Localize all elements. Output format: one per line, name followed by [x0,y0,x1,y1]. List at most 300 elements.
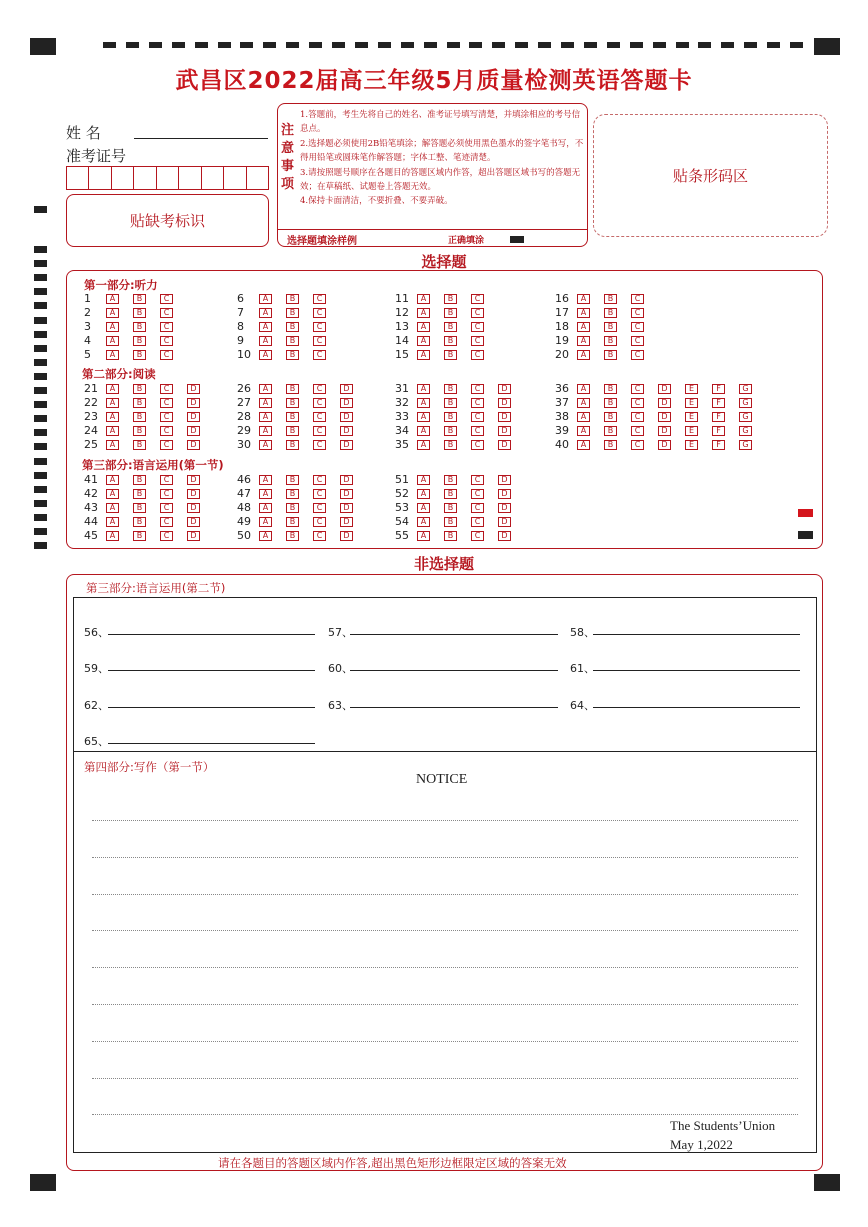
blank-line[interactable] [593,634,800,635]
question-number: 5 [84,348,91,362]
option-bubble-E[interactable]: E [685,398,698,408]
option-bubble-D[interactable]: D [187,475,200,485]
option-bubble-A[interactable]: A [577,440,590,450]
question-number: 43 [84,501,98,515]
timing-mark [103,42,116,48]
blank-line[interactable] [350,670,558,671]
option-bubble-B[interactable]: B [286,322,299,332]
option-bubble-C[interactable]: C [313,308,326,318]
correct-label: 正确填涂 [448,236,485,246]
blank-label: 64、 [570,699,595,712]
option-bubble-A[interactable]: A [417,426,430,436]
question-number: 32 [395,396,409,410]
option-bubble-C[interactable]: C [631,426,644,436]
option-bubble-C[interactable]: C [313,412,326,422]
option-bubble-B[interactable]: B [604,308,617,318]
option-bubble-E[interactable]: E [685,440,698,450]
option-bubble-B[interactable]: B [286,475,299,485]
option-bubble-C[interactable]: C [471,350,484,360]
option-bubble-C[interactable]: C [631,350,644,360]
writing-line[interactable] [92,820,798,821]
option-bubble-B[interactable]: B [444,475,457,485]
option-bubble-D[interactable]: D [187,517,200,527]
question-10 [237,349,340,361]
option-bubble-C[interactable]: C [471,489,484,499]
name-field[interactable] [134,138,268,139]
writing-line[interactable] [92,1114,798,1115]
signature: The Students’Union [670,1118,776,1133]
timing-mark [34,542,47,549]
timing-mark [744,42,757,48]
option-bubble-C[interactable]: C [471,384,484,394]
option-bubble-C[interactable]: C [160,384,173,394]
question-number: 30 [237,438,251,452]
option-bubble-C[interactable]: C [313,440,326,450]
option-bubble-A[interactable]: A [106,503,119,513]
option-bubble-B[interactable]: B [444,531,457,541]
timing-mark [607,42,620,48]
option-bubble-A[interactable]: A [106,440,119,450]
option-bubble-B[interactable]: B [133,426,146,436]
option-bubble-E[interactable]: E [685,384,698,394]
option-bubble-B[interactable]: B [604,426,617,436]
option-bubble-A[interactable]: A [106,412,119,422]
option-bubble-B[interactable]: B [133,475,146,485]
option-bubble-D[interactable]: D [658,398,671,408]
option-bubble-C[interactable]: C [471,503,484,513]
question-number: 47 [237,487,251,501]
nonchoice-section-title: 非选择题 [413,555,474,573]
option-bubble-B[interactable]: B [604,384,617,394]
option-bubble-C[interactable]: C [160,440,173,450]
option-bubble-D[interactable]: D [498,503,511,513]
part2-label: 第二部分:阅读 [82,367,156,381]
option-bubble-D[interactable]: D [498,517,511,527]
writing-title: NOTICE [416,772,468,787]
option-bubble-B[interactable]: B [286,336,299,346]
question-number: 45 [84,529,98,543]
option-bubble-B[interactable]: B [444,412,457,422]
option-bubble-A[interactable]: A [259,384,272,394]
option-bubble-B[interactable]: B [133,440,146,450]
option-bubble-C[interactable]: C [631,322,644,332]
question-9 [237,335,340,347]
option-bubble-A[interactable]: A [417,336,430,346]
option-bubble-B[interactable]: B [286,426,299,436]
option-bubble-C[interactable]: C [313,475,326,485]
question-12 [395,307,498,319]
barcode-area: 贴条形码区 [593,114,828,237]
option-bubble-D[interactable]: D [658,412,671,422]
option-bubble-B[interactable]: B [133,489,146,499]
option-bubble-C[interactable]: C [160,350,173,360]
option-bubble-D[interactable]: D [340,475,353,485]
option-bubble-A[interactable]: A [417,489,430,499]
option-bubble-C[interactable]: C [471,475,484,485]
question-number: 11 [395,292,409,305]
option-bubble-A[interactable]: A [417,350,430,360]
question-36 [555,383,766,395]
question-50 [237,530,367,542]
option-bubble-D[interactable]: D [187,412,200,422]
option-bubble-C[interactable]: C [160,489,173,499]
option-bubble-B[interactable]: B [133,336,146,346]
option-bubble-A[interactable]: A [259,398,272,408]
option-bubble-A[interactable]: A [106,336,119,346]
red-marker [798,509,813,517]
option-bubble-A[interactable]: A [577,336,590,346]
option-bubble-B[interactable]: B [133,384,146,394]
option-bubble-A[interactable]: A [106,489,119,499]
option-bubble-D[interactable]: D [498,412,511,422]
question-41 [84,474,214,486]
option-bubble-D[interactable]: D [340,384,353,394]
option-bubble-C[interactable]: C [471,412,484,422]
option-bubble-A[interactable]: A [259,503,272,513]
option-bubble-C[interactable]: C [313,322,326,332]
option-bubble-F[interactable]: F [712,384,725,394]
option-bubble-A[interactable]: A [577,398,590,408]
writing-line[interactable] [92,1004,798,1005]
option-bubble-B[interactable]: B [604,322,617,332]
option-bubble-A[interactable]: A [259,336,272,346]
question-24 [84,425,214,437]
option-bubble-C[interactable]: C [471,336,484,346]
timing-mark [34,359,47,366]
option-bubble-A[interactable]: A [577,384,590,394]
option-bubble-D[interactable]: D [498,475,511,485]
option-bubble-D[interactable]: D [498,398,511,408]
option-bubble-A[interactable]: A [259,489,272,499]
timing-mark [538,42,551,48]
corner-mark [30,1174,56,1191]
option-bubble-A[interactable]: A [106,308,119,318]
option-bubble-B[interactable]: B [604,398,617,408]
option-bubble-C[interactable]: C [471,440,484,450]
question-number: 39 [555,424,569,438]
option-bubble-B[interactable]: B [444,426,457,436]
option-bubble-C[interactable]: C [471,517,484,527]
option-bubble-D[interactable]: D [187,384,200,394]
option-bubble-C[interactable]: C [160,412,173,422]
option-bubble-A[interactable]: A [417,294,430,304]
option-bubble-C[interactable]: C [313,398,326,408]
option-bubble-A[interactable]: A [577,412,590,422]
option-bubble-B[interactable]: B [444,308,457,318]
option-bubble-B[interactable]: B [604,294,617,304]
option-bubble-A[interactable]: A [577,308,590,318]
option-bubble-C[interactable]: C [471,426,484,436]
option-bubble-B[interactable]: B [133,531,146,541]
option-bubble-A[interactable]: A [259,475,272,485]
option-bubble-A[interactable]: A [577,350,590,360]
option-bubble-A[interactable]: A [106,426,119,436]
option-bubble-A[interactable]: A [106,322,119,332]
question-number: 27 [237,396,251,410]
option-bubble-B[interactable]: B [286,440,299,450]
question-1 [84,293,187,305]
option-bubble-B[interactable]: B [133,412,146,422]
option-bubble-B[interactable]: B [604,350,617,360]
option-bubble-A[interactable]: A [259,440,272,450]
option-bubble-B[interactable]: B [133,503,146,513]
option-bubble-A[interactable]: A [106,350,119,360]
option-bubble-A[interactable]: A [259,426,272,436]
option-bubble-B[interactable]: B [604,412,617,422]
option-bubble-A[interactable]: A [577,426,590,436]
option-bubble-D[interactable]: D [498,489,511,499]
option-bubble-C[interactable]: C [631,384,644,394]
question-28 [237,411,367,423]
question-33 [395,411,525,423]
writing-line[interactable] [92,930,798,931]
option-bubble-A[interactable]: A [417,440,430,450]
option-bubble-D[interactable]: D [187,398,200,408]
option-bubble-D[interactable]: D [498,440,511,450]
option-bubble-A[interactable]: A [106,294,119,304]
question-14 [395,335,498,347]
option-bubble-D[interactable]: D [340,489,353,499]
question-20 [555,349,658,361]
timing-mark [790,42,803,48]
option-bubble-D[interactable]: D [498,426,511,436]
option-bubble-A[interactable]: A [417,412,430,422]
option-bubble-A[interactable]: A [259,308,272,318]
option-bubble-C[interactable]: C [631,308,644,318]
writing-line[interactable] [92,857,798,858]
option-bubble-B[interactable]: B [133,322,146,332]
option-bubble-A[interactable]: A [417,531,430,541]
option-bubble-B[interactable]: B [604,440,617,450]
option-bubble-D[interactable]: D [187,440,200,450]
option-bubble-C[interactable]: C [160,322,173,332]
timing-mark [515,42,528,48]
option-bubble-E[interactable]: E [685,412,698,422]
question-number: 49 [237,515,251,529]
option-bubble-C[interactable]: C [160,531,173,541]
option-bubble-C[interactable]: C [313,294,326,304]
sample-label: 选择题填涂样例 [287,236,357,247]
question-number: 38 [555,410,569,424]
question-47 [237,488,367,500]
option-bubble-G[interactable]: G [739,440,752,450]
option-bubble-A[interactable]: A [417,475,430,485]
option-bubble-D[interactable]: D [340,440,353,450]
option-bubble-C[interactable]: C [631,294,644,304]
option-bubble-C[interactable]: C [631,412,644,422]
option-bubble-B[interactable]: B [444,350,457,360]
option-bubble-C[interactable]: C [160,517,173,527]
question-49 [237,516,367,528]
option-bubble-F[interactable]: F [712,398,725,408]
option-bubble-D[interactable]: D [498,384,511,394]
option-bubble-A[interactable]: A [259,531,272,541]
option-bubble-C[interactable]: C [313,517,326,527]
option-bubble-G[interactable]: G [739,426,752,436]
option-bubble-A[interactable]: A [417,308,430,318]
option-bubble-C[interactable]: C [160,426,173,436]
writing-line[interactable] [92,1041,798,1042]
option-bubble-B[interactable]: B [286,503,299,513]
id-number-grid[interactable] [66,166,269,190]
timing-mark [34,373,47,380]
option-bubble-A[interactable]: A [106,531,119,541]
option-bubble-A[interactable]: A [577,294,590,304]
option-bubble-A[interactable]: A [259,412,272,422]
option-bubble-B[interactable]: B [286,531,299,541]
option-bubble-B[interactable]: B [286,294,299,304]
option-bubble-A[interactable]: A [106,384,119,394]
option-bubble-D[interactable]: D [340,398,353,408]
question-52 [395,488,525,500]
option-bubble-G[interactable]: G [739,412,752,422]
option-bubble-C[interactable]: C [160,398,173,408]
option-bubble-D[interactable]: D [340,426,353,436]
option-bubble-C[interactable]: C [313,531,326,541]
option-bubble-B[interactable]: B [286,517,299,527]
option-bubble-C[interactable]: C [471,308,484,318]
option-bubble-C[interactable]: C [471,294,484,304]
blank-line[interactable] [593,707,800,708]
option-bubble-D[interactable]: D [498,531,511,541]
option-bubble-C[interactable]: C [471,322,484,332]
option-bubble-B[interactable]: B [286,489,299,499]
option-bubble-D[interactable]: D [187,489,200,499]
option-bubble-C[interactable]: C [471,531,484,541]
option-bubble-C[interactable]: C [631,440,644,450]
notice-item: 1.答题前，考生先将自己的姓名、准考证号填写清楚，并填涂相应的考号信息点。 [300,110,581,135]
option-bubble-B[interactable]: B [444,440,457,450]
timing-mark [34,528,47,535]
option-bubble-F[interactable]: F [712,412,725,422]
option-bubble-E[interactable]: E [685,426,698,436]
option-bubble-B[interactable]: B [133,294,146,304]
option-bubble-C[interactable]: C [471,398,484,408]
option-bubble-B[interactable]: B [444,336,457,346]
blank-line[interactable] [108,743,315,744]
question-number: 48 [237,501,251,515]
blank-line[interactable] [593,670,800,671]
option-bubble-D[interactable]: D [187,503,200,513]
option-bubble-A[interactable]: A [417,517,430,527]
question-34 [395,425,525,437]
option-bubble-B[interactable]: B [286,350,299,360]
option-bubble-D[interactable]: D [658,440,671,450]
question-number: 24 [84,424,98,438]
option-bubble-D[interactable]: D [340,517,353,527]
question-27 [237,397,367,409]
option-bubble-B[interactable]: B [286,308,299,318]
question-13 [395,321,498,333]
blank-line[interactable] [108,707,315,708]
blank-line[interactable] [108,670,315,671]
option-bubble-B[interactable]: B [444,294,457,304]
option-bubble-A[interactable]: A [417,322,430,332]
option-bubble-C[interactable]: C [313,503,326,513]
option-bubble-A[interactable]: A [577,322,590,332]
option-bubble-C[interactable]: C [160,294,173,304]
question-6 [237,293,340,305]
question-29 [237,425,367,437]
option-bubble-C[interactable]: C [160,336,173,346]
blank-line[interactable] [108,634,315,635]
option-bubble-B[interactable]: B [444,489,457,499]
option-bubble-C[interactable]: C [631,398,644,408]
option-bubble-B[interactable]: B [444,322,457,332]
option-bubble-A[interactable]: A [106,475,119,485]
option-bubble-D[interactable]: D [187,426,200,436]
option-bubble-C[interactable]: C [313,350,326,360]
option-bubble-C[interactable]: C [160,308,173,318]
option-bubble-B[interactable]: B [133,308,146,318]
question-17 [555,307,658,319]
option-bubble-D[interactable]: D [658,384,671,394]
option-bubble-D[interactable]: D [340,531,353,541]
option-bubble-A[interactable]: A [417,503,430,513]
option-bubble-B[interactable]: B [444,503,457,513]
option-bubble-F[interactable]: F [712,426,725,436]
question-8 [237,321,340,333]
writing-line[interactable] [92,894,798,895]
timing-mark [447,42,460,48]
option-bubble-A[interactable]: A [259,517,272,527]
option-bubble-C[interactable]: C [313,489,326,499]
timing-mark [561,42,574,48]
option-bubble-B[interactable]: B [133,398,146,408]
option-bubble-C[interactable]: C [160,475,173,485]
option-bubble-C[interactable]: C [160,503,173,513]
question-number: 6 [237,292,244,305]
option-bubble-A[interactable]: A [259,350,272,360]
option-bubble-C[interactable]: C [313,426,326,436]
timing-mark [34,302,47,309]
question-2 [84,307,187,319]
blank-line[interactable] [350,634,558,635]
option-bubble-C[interactable]: C [313,336,326,346]
option-bubble-D[interactable]: D [658,426,671,436]
timing-mark [34,429,47,436]
option-bubble-A[interactable]: A [106,398,119,408]
option-bubble-B[interactable]: B [286,412,299,422]
option-bubble-B[interactable]: B [286,398,299,408]
option-bubble-A[interactable]: A [417,384,430,394]
option-bubble-C[interactable]: C [313,384,326,394]
option-bubble-B[interactable]: B [133,350,146,360]
option-bubble-A[interactable]: A [259,322,272,332]
option-bubble-D[interactable]: D [187,531,200,541]
option-bubble-B[interactable]: B [444,384,457,394]
option-bubble-A[interactable]: A [259,294,272,304]
option-bubble-B[interactable]: B [444,398,457,408]
option-bubble-B[interactable]: B [604,336,617,346]
option-bubble-F[interactable]: F [712,440,725,450]
option-bubble-G[interactable]: G [739,384,752,394]
option-bubble-D[interactable]: D [340,412,353,422]
writing-line[interactable] [92,967,798,968]
option-bubble-C[interactable]: C [631,336,644,346]
option-bubble-A[interactable]: A [106,517,119,527]
option-bubble-B[interactable]: B [444,517,457,527]
option-bubble-B[interactable]: B [133,517,146,527]
timing-mark [34,331,47,338]
option-bubble-G[interactable]: G [739,398,752,408]
writing-line[interactable] [92,1078,798,1079]
option-bubble-B[interactable]: B [286,384,299,394]
blank-line[interactable] [350,707,558,708]
option-bubble-A[interactable]: A [417,398,430,408]
timing-mark [34,206,47,213]
option-bubble-D[interactable]: D [340,503,353,513]
